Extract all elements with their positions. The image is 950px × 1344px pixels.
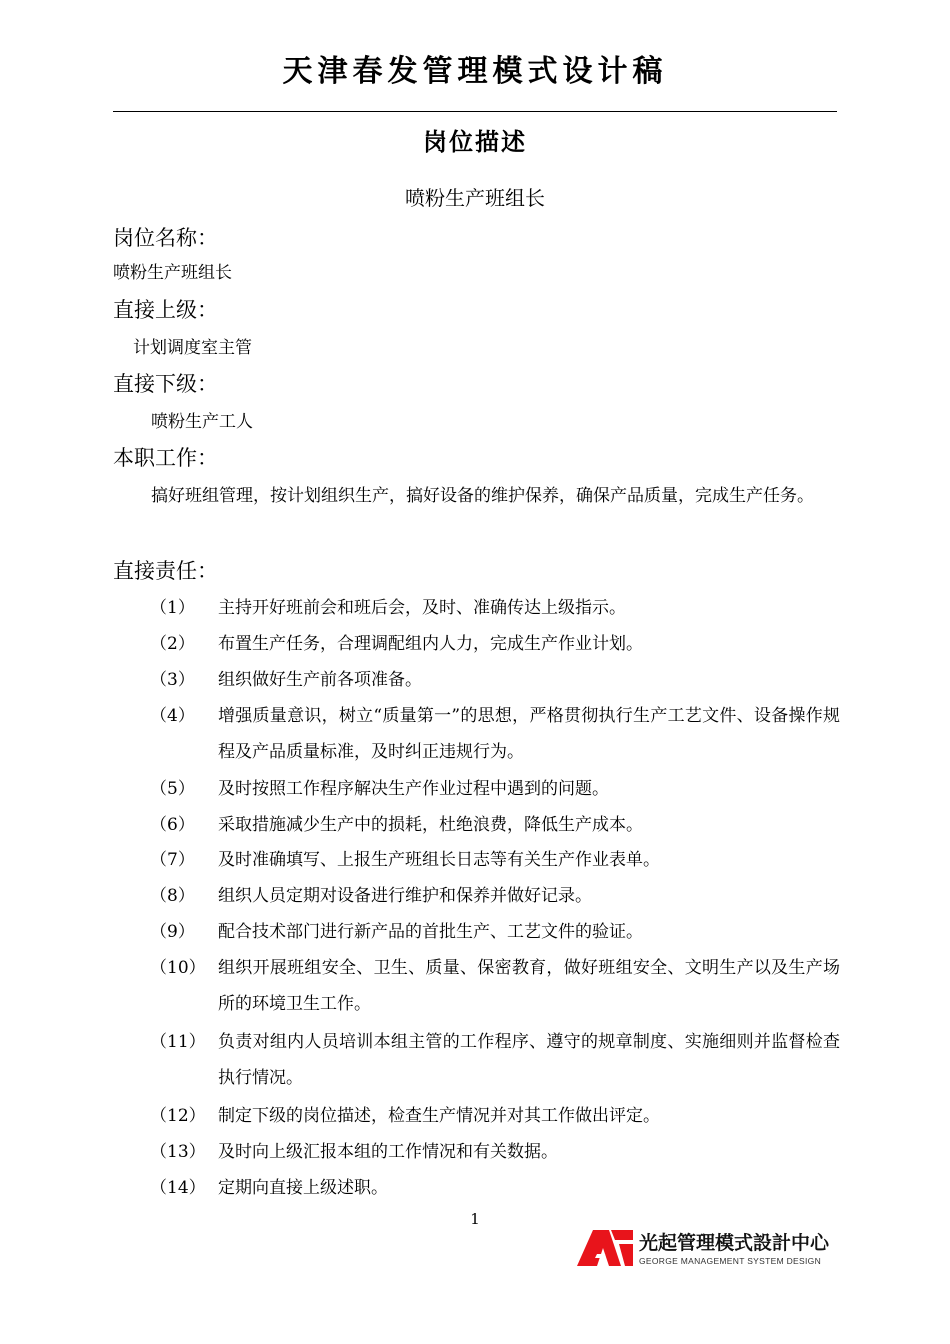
item-number: （10） — [150, 958, 206, 978]
responsibility-item — [150, 662, 840, 698]
responsibility-item — [150, 1098, 840, 1134]
item-text: 布置生产任务，合理调配组内人力，完成生产作业计划。 — [218, 634, 643, 654]
position-name-value: 喷粉生产班组长 — [113, 263, 232, 283]
responsibility-item — [150, 878, 840, 914]
item-text: 及时向上级汇报本组的工作情况和有关数据。 — [218, 1142, 558, 1162]
header-title: 天津春发管理模式设计稿 — [282, 54, 668, 89]
item-number: （11） — [150, 1032, 206, 1052]
item-text: 及时按照工作程序解决生产作业过程中遇到的问题。 — [218, 779, 609, 799]
responsibilities-heading: 直接责任： — [113, 559, 218, 583]
responsibility-item — [150, 1134, 840, 1170]
item-number: （9） — [150, 922, 195, 942]
item-number: （1） — [150, 598, 195, 618]
responsibility-item — [150, 842, 840, 878]
item-number: （8） — [150, 886, 195, 906]
item-text: 采取措施减少生产中的损耗，杜绝浪费，降低生产成本。 — [218, 815, 643, 835]
item-number: （4） — [150, 706, 195, 726]
logo-chinese-name: 光起管理模式設計中心 — [639, 1232, 830, 1254]
item-number: （5） — [150, 779, 195, 799]
item-number: （7） — [150, 850, 195, 870]
responsibility-item — [150, 626, 840, 662]
item-text: 配合技术部门进行新产品的首批生产、工艺文件的验证。 — [218, 922, 643, 942]
job-summary-text: 搞好班组管理，按计划组织生产，搞好设备的维护保养，确保产品质量，完成生产任务。 — [151, 486, 814, 506]
item-text: 组织做好生产前各项准备。 — [218, 670, 422, 690]
responsibility-item — [150, 698, 840, 770]
direct-subordinate-heading: 直接下级： — [113, 372, 218, 396]
page-number: 1 — [470, 1210, 480, 1228]
job-summary-heading: 本职工作： — [113, 446, 218, 470]
responsibility-item — [150, 1170, 840, 1206]
responsibility-item — [150, 914, 840, 950]
direct-subordinate-value: 喷粉生产工人 — [151, 412, 253, 432]
item-number: （13） — [150, 1142, 206, 1162]
item-text: 组织人员定期对设备进行维护和保养并做好记录。 — [218, 886, 592, 906]
logo-english-name: GEORGE MANAGEMENT SYSTEM DESIGN — [639, 1256, 822, 1266]
responsibility-item — [150, 950, 840, 1022]
item-number: （6） — [150, 815, 195, 835]
document-title: 岗位描述 — [423, 128, 527, 156]
item-text: 定期向直接上级述职。 — [218, 1178, 388, 1198]
responsibility-item — [150, 771, 840, 807]
responsibility-item — [150, 807, 840, 843]
item-text: 及时准确填写、上报生产班组长日志等有关生产作业表单。 — [218, 850, 660, 870]
stylized-a-logo-icon — [575, 1228, 635, 1268]
item-text: 负责对组内人员培训本组主管的工作程序、遵守的规章制度、实施细则并监督检查执行情况。 — [218, 1032, 840, 1088]
item-text: 增强质量意识，树立“质量第一”的思想，严格贯彻执行生产工艺文件、设备操作规程及产品质量标准，及时纠正违规行为。 — [218, 706, 840, 762]
company-logo — [575, 1228, 840, 1270]
item-number: （3） — [150, 670, 195, 690]
position-subtitle: 喷粉生产班组长 — [405, 186, 545, 210]
responsibility-item — [150, 590, 840, 626]
item-number: （12） — [150, 1106, 206, 1126]
item-text: 组织开展班组安全、卫生、质量、保密教育，做好班组安全、文明生产以及生产场所的环境卫生工作。 — [218, 958, 840, 1014]
item-number: （2） — [150, 634, 195, 654]
item-number: （14） — [150, 1178, 206, 1198]
direct-superior-value: 计划调度室主管 — [133, 338, 252, 358]
item-text: 制定下级的岗位描述，检查生产情况并对其工作做出评定。 — [218, 1106, 660, 1126]
item-text: 主持开好班前会和班后会，及时、准确传达上级指示。 — [218, 598, 626, 618]
responsibility-item — [150, 1024, 840, 1096]
direct-superior-heading: 直接上级： — [113, 298, 218, 322]
position-name-heading: 岗位名称： — [113, 226, 218, 250]
header-divider — [113, 111, 837, 112]
